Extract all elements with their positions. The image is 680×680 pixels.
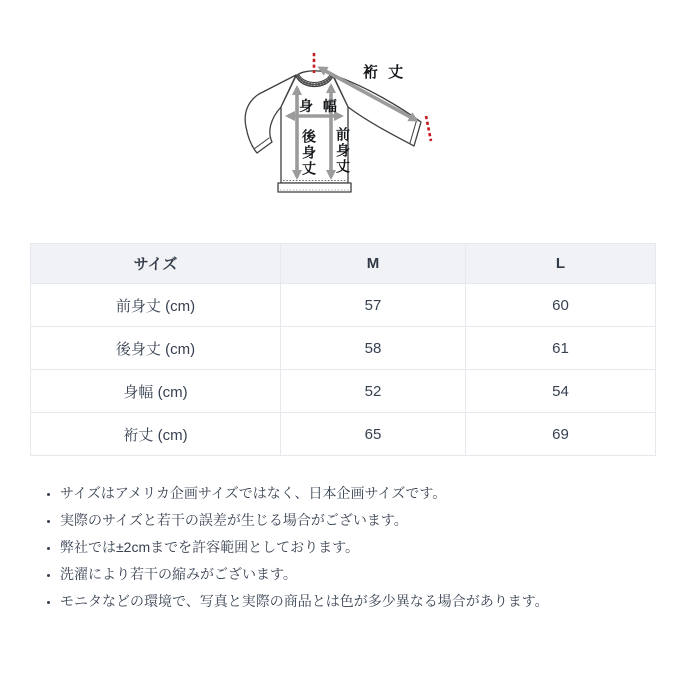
- value-m: 58: [281, 327, 466, 370]
- size-table-header-row: [31, 244, 656, 284]
- value-m: 65: [281, 413, 466, 456]
- value-l: 69: [466, 413, 656, 456]
- value-l: 54: [466, 370, 656, 413]
- col-header-l: L: [466, 244, 656, 284]
- size-table-section: [30, 243, 655, 456]
- value-m: 57: [281, 284, 466, 327]
- row-label: 前身丈 (cm): [31, 284, 281, 327]
- size-table: [30, 243, 656, 456]
- size-measurement-diagram: [0, 0, 680, 200]
- note-item: • 実際のサイズと若干の誤差が生じる場合がございます。: [60, 513, 680, 527]
- col-header-size: サイズ: [31, 244, 281, 284]
- disclaimer-notes: [0, 486, 680, 608]
- row-label: 裄丈 (cm): [31, 413, 281, 456]
- value-m: 52: [281, 370, 466, 413]
- note-item: • モニタなどの環境で、写真と実際の商品とは色が多少異なる場合があります。: [60, 594, 680, 608]
- note-item: • 弊社では±2cmまでを許容範囲としております。: [60, 540, 680, 554]
- diagram-label-body-width: 身 幅: [299, 98, 340, 114]
- table-row-sleeve-length: [31, 413, 656, 456]
- note-item: • サイズはアメリカ企画サイズではなく、日本企画サイズです。: [60, 486, 680, 500]
- value-l: 61: [466, 327, 656, 370]
- note-item: • 洗濯により若干の縮みがございます。: [60, 567, 680, 581]
- row-label: 後身丈 (cm): [31, 327, 281, 370]
- diagram-label-front-length: 前身丈: [335, 127, 351, 175]
- value-l: 60: [466, 284, 656, 327]
- red-guide-cuff: [426, 116, 431, 141]
- col-header-m: M: [281, 244, 466, 284]
- table-row-back-length: [31, 327, 656, 370]
- table-row-front-length: [31, 284, 656, 327]
- diagram-label-back-length: 後身丈: [301, 129, 317, 177]
- diagram-label-sleeve-length: 裄 丈: [363, 64, 407, 81]
- row-label: 身幅 (cm): [31, 370, 281, 413]
- table-row-body-width: [31, 370, 656, 413]
